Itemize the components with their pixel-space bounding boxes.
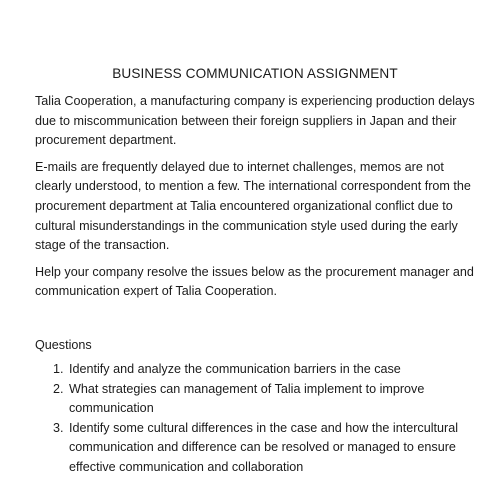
document-title: BUSINESS COMMUNICATION ASSIGNMENT [112,66,398,81]
paragraph-task: Help your company resolve the issues below as the procurement manager and communication expert of Talia Cooperation. [35,264,474,299]
assignment-document [35,64,475,478]
questions-list [35,360,475,478]
question-item-1: 1. Identify and analyze the communication barriers in the case [67,360,475,380]
paragraph-background: Talia Cooperation, a manufacturing company is experiencing production delays due to miscommunication between their foreign suppliers in Japan and their procurement department. [35,94,475,148]
questions-heading: Questions [35,337,92,352]
question-item-3: 3. Identify some cultural differences in the case and how the intercultural communication and difference can be resolved or managed to ensure effective communication and collaboration [67,419,475,478]
question-item-2: 2. What strategies can management of Talia implement to improve communication [67,380,475,419]
paragraph-issues: E-mails are frequently delayed due to internet challenges, memos are not clearly understood, to mention a few. The international correspondent from the procurement department at Talia encountered organizational conflict due to cultural misunderstandings in the communication style used during the early stage of the transaction. [35,159,471,253]
